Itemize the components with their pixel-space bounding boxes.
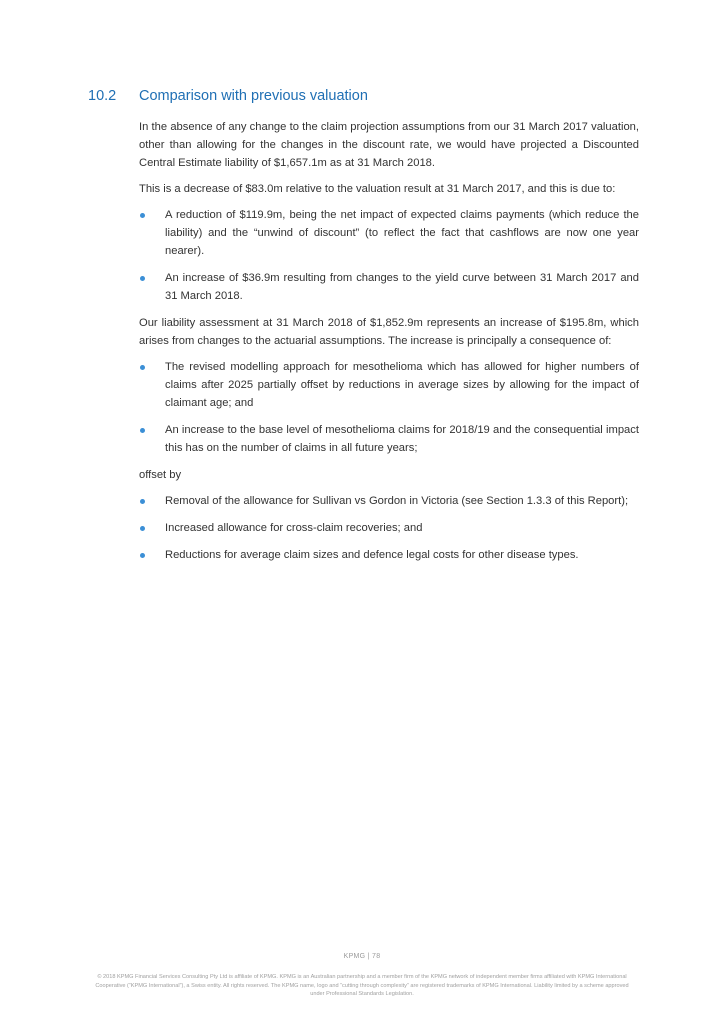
list-item: [139, 492, 639, 510]
bullet-dot-icon: [140, 276, 145, 281]
section-title: Comparison with previous valuation: [139, 88, 368, 104]
paragraph-no-change-estimate: In the absence of any change to the claim projection assumptions from our 31 March 2017 valuation, other than allowing for the changes in the discount rate, we would have projected a Discounted Central Estimate liability of $1,657.1m as at 31 March 2018.: [139, 121, 639, 169]
list-item: [139, 421, 639, 457]
bullet-dot-icon: [140, 526, 145, 531]
list-item: [139, 546, 639, 564]
bullet-dot-icon: [140, 553, 145, 558]
list-item-text: A reduction of $119.9m, being the net impact of expected claims payments (which reduce the liability) and the “unwind of discount” (to reflect the fact that cashflows are now one year nearer).: [165, 209, 639, 257]
section-body: [139, 118, 639, 573]
section-number: 10.2: [88, 88, 117, 104]
list-item-text: An increase of $36.9m resulting from changes to the yield curve between 31 March 2017 and 31 March 2018.: [165, 272, 639, 302]
bullet-dot-icon: [140, 428, 145, 433]
page-number: KPMG | 78: [343, 953, 381, 960]
list-item: [139, 206, 639, 260]
list-item-text: An increase to the base level of mesothelioma claims for 2018/19 and the consequential impact this has on the number of claims in all future years;: [165, 424, 639, 454]
list-item: [139, 358, 639, 412]
bullet-dot-icon: [140, 213, 145, 218]
list-item-text: Removal of the allowance for Sullivan vs Gordon in Victoria (see Section 1.3.3 of this Report);: [165, 495, 629, 507]
paragraph-decrease-intro: This is a decrease of $83.0m relative to the valuation result at 31 March 2017, and this is due to:: [139, 183, 616, 195]
legal-disclaimer: © 2018 KPMG Financial Services Consulting Pty Ltd is affiliate of KPMG. KPMG is an Australian partnership and a member firm of the KPMG network of independent member firms affiliated with KPMG International Cooperative (“KPMG International”), a Swiss entity. All rights reserved. The KPMG name, logo and “cutting through complexity” are registered trademarks of KPMG International. Liability limited by a scheme approved under Professional Standards Legislation.: [95, 974, 629, 997]
list-item: [139, 269, 639, 305]
list-item-text: Reductions for average claim sizes and defence legal costs for other disease types.: [165, 549, 579, 561]
paragraph-offset-by: offset by: [139, 469, 182, 481]
bullet-dot-icon: [140, 499, 145, 504]
list-item-text: Increased allowance for cross-claim recoveries; and: [165, 522, 423, 534]
list-decrease-factors: [139, 206, 639, 305]
section-heading: [88, 86, 648, 106]
list-item: [139, 519, 639, 537]
list-increase-factors: [139, 358, 639, 457]
list-offset-factors: [139, 492, 639, 564]
bullet-dot-icon: [140, 365, 145, 370]
paragraph-increase-intro: Our liability assessment at 31 March 2018 of $1,852.9m represents an increase of $195.8m, which arises from changes to the actuarial assumptions. The increase is principally a consequence of:: [139, 317, 639, 347]
list-item-text: The revised modelling approach for mesothelioma which has allowed for higher numbers of claims after 2025 partially offset by reductions in average sizes by allowing for the impact of claimant age; and: [165, 361, 639, 409]
